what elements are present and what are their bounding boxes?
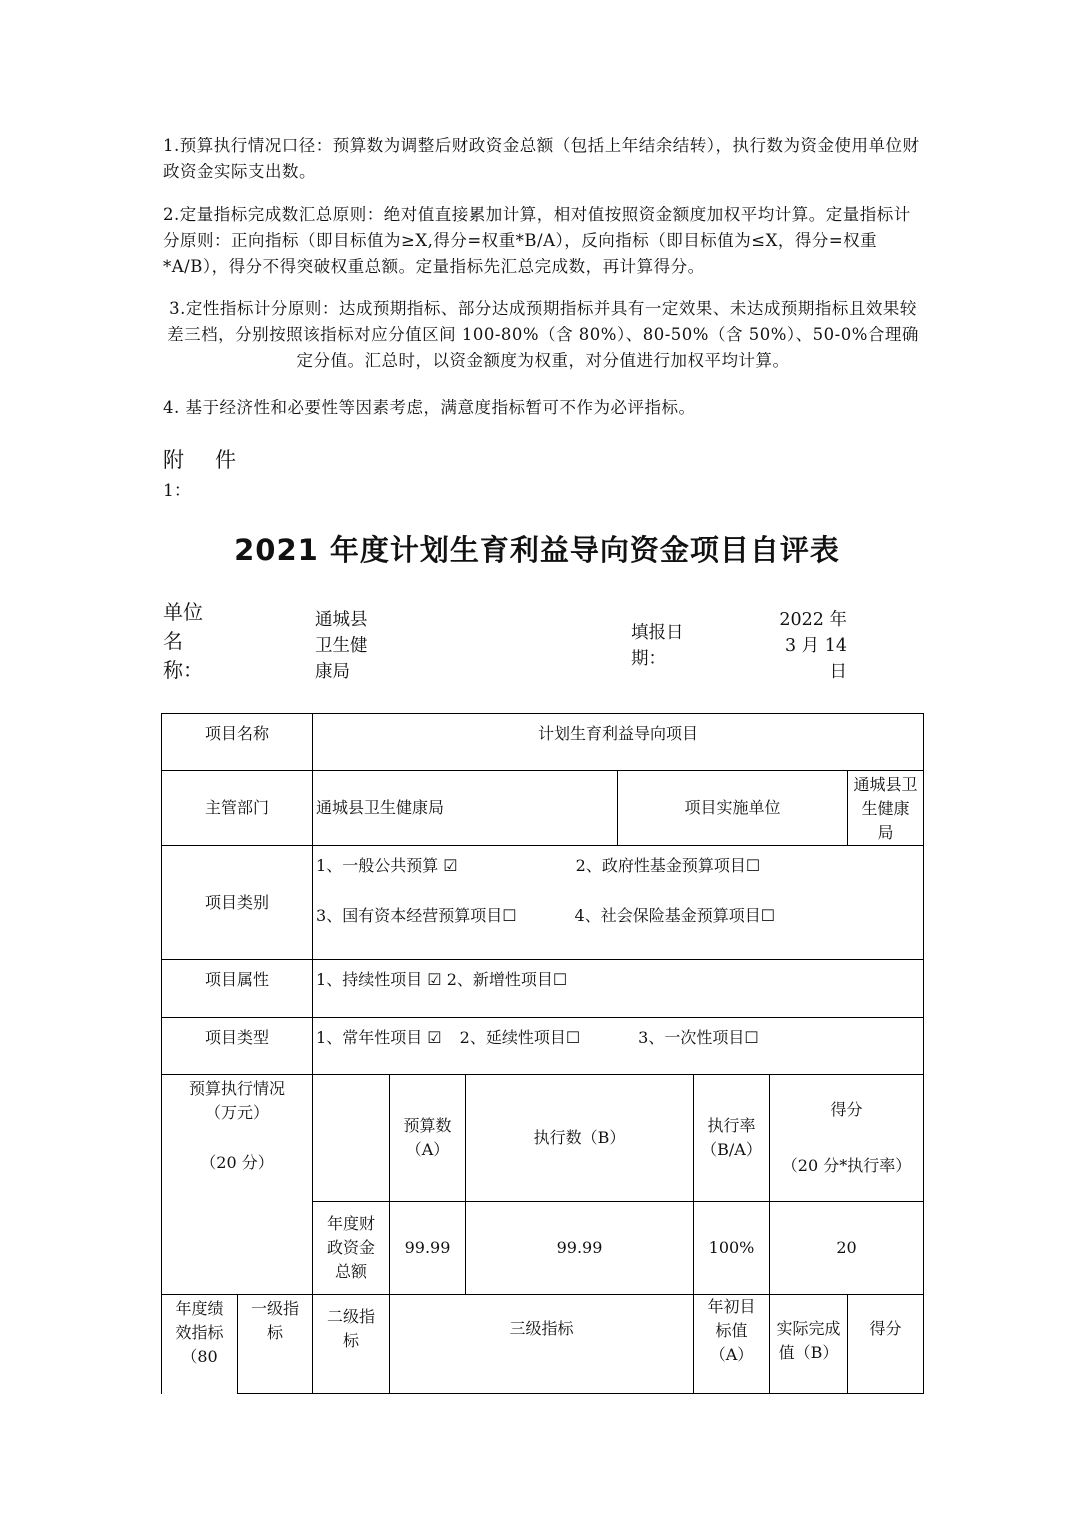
note-2: 2.定量指标完成数汇总原则：绝对值直接累加计算，相对值按照资金额度加权平均计算。定量指标计分原则：正向指标（即目标值为≥X,得分=权重*B/A），反向指标（即目标值为≤X，得分=权重*A/B），得分不得突破权重总额。定量指标先汇总完成数，再计算得分。	[163, 205, 911, 276]
row-label: 年度财 政资金 总额	[313, 1202, 390, 1295]
level2-header: 二级指 标	[313, 1295, 390, 1394]
category-4: 4、社会保险基金预算项目☐	[574, 906, 776, 925]
perf-label: 年度绩 效指标 （80	[162, 1295, 238, 1394]
budget-col-b: 执行数（B）	[466, 1075, 694, 1202]
category-3: 3、国有资本经营预算项目☐	[316, 906, 517, 925]
note-4: 4. 基于经济性和必要性等因素考虑，满意度指标暂可不作为必评指标。	[163, 398, 696, 417]
category-1: 1、一般公共预算 ☑	[316, 856, 458, 875]
date-label: 填报日 期：	[631, 623, 684, 669]
budget-empty-cell	[313, 1075, 390, 1202]
date-value: 2022 年 3 月 14 日	[779, 610, 847, 682]
attr-label: 项目属性	[162, 960, 313, 1018]
type-options: 1、常年性项目 ☑ 2、延续性项目☐ 3、一次性项目☐	[313, 1018, 924, 1075]
attr-value: 1、持续性项目 ☑ 2、新增性项目☐	[313, 960, 924, 1018]
row-score: 20	[770, 1202, 924, 1295]
budget-label: 预算执行情况 （万元） （20 分）	[162, 1075, 313, 1295]
evaluation-table	[161, 713, 924, 1394]
budget-col-score: 得分 （20 分*执行率）	[770, 1075, 924, 1202]
row-rate: 100%	[694, 1202, 770, 1295]
annex-number: 1：	[163, 481, 191, 501]
target-header: 年初目 标值 （A）	[694, 1295, 770, 1394]
project-name-value: 计划生育利益导向项目	[313, 714, 924, 771]
level3-header: 三级指标	[390, 1295, 694, 1394]
category-options	[313, 846, 924, 960]
unit-label: 单位 名 称：	[163, 600, 203, 682]
budget-col-a: 预算数 （A）	[390, 1075, 466, 1202]
category-2: 2、政府性基金预算项目☐	[575, 856, 761, 875]
row-exec-b: 99.99	[466, 1202, 694, 1295]
level1-header: 一级指 标	[238, 1295, 313, 1394]
actual-header: 实际完成值（B）	[770, 1295, 848, 1394]
annex-label: 附	[163, 448, 184, 472]
dept-value: 通城县卫生健康局	[313, 771, 618, 846]
page-title: 2021 年度计划生育利益导向资金项目自评表	[234, 533, 840, 567]
type-label: 项目类型	[162, 1018, 313, 1075]
unit-value: 通城县 卫生健 康局	[315, 610, 368, 682]
row-budget-a: 99.99	[390, 1202, 466, 1295]
budget-col-rate: 执行率 （B/A）	[694, 1075, 770, 1202]
project-name-label: 项目名称	[162, 714, 313, 771]
dept-label: 主管部门	[162, 771, 313, 846]
impl-label: 项目实施单位	[618, 771, 848, 846]
note-1: 1.预算执行情况口径：预算数为调整后财政资金总额（包括上年结余结转），执行数为资金使用单位财政资金实际支出数。	[163, 136, 920, 181]
score-header: 得分	[848, 1295, 924, 1394]
note-3: 3.定性指标计分原则：达成预期指标、部分达成预期指标并具有一定效果、未达成预期指标且效果较差三档，分别按照该指标对应分值区间 100-80%（含 80%）、80-50%（含 50%）、50-0%合理确定分值。汇总时，以资金额度为权重，对分值进行加权平均计算。	[167, 299, 919, 370]
annex-label-2: 件	[215, 448, 236, 472]
category-label: 项目类别	[162, 846, 313, 960]
impl-value: 通城县卫生健康 局	[848, 771, 924, 846]
